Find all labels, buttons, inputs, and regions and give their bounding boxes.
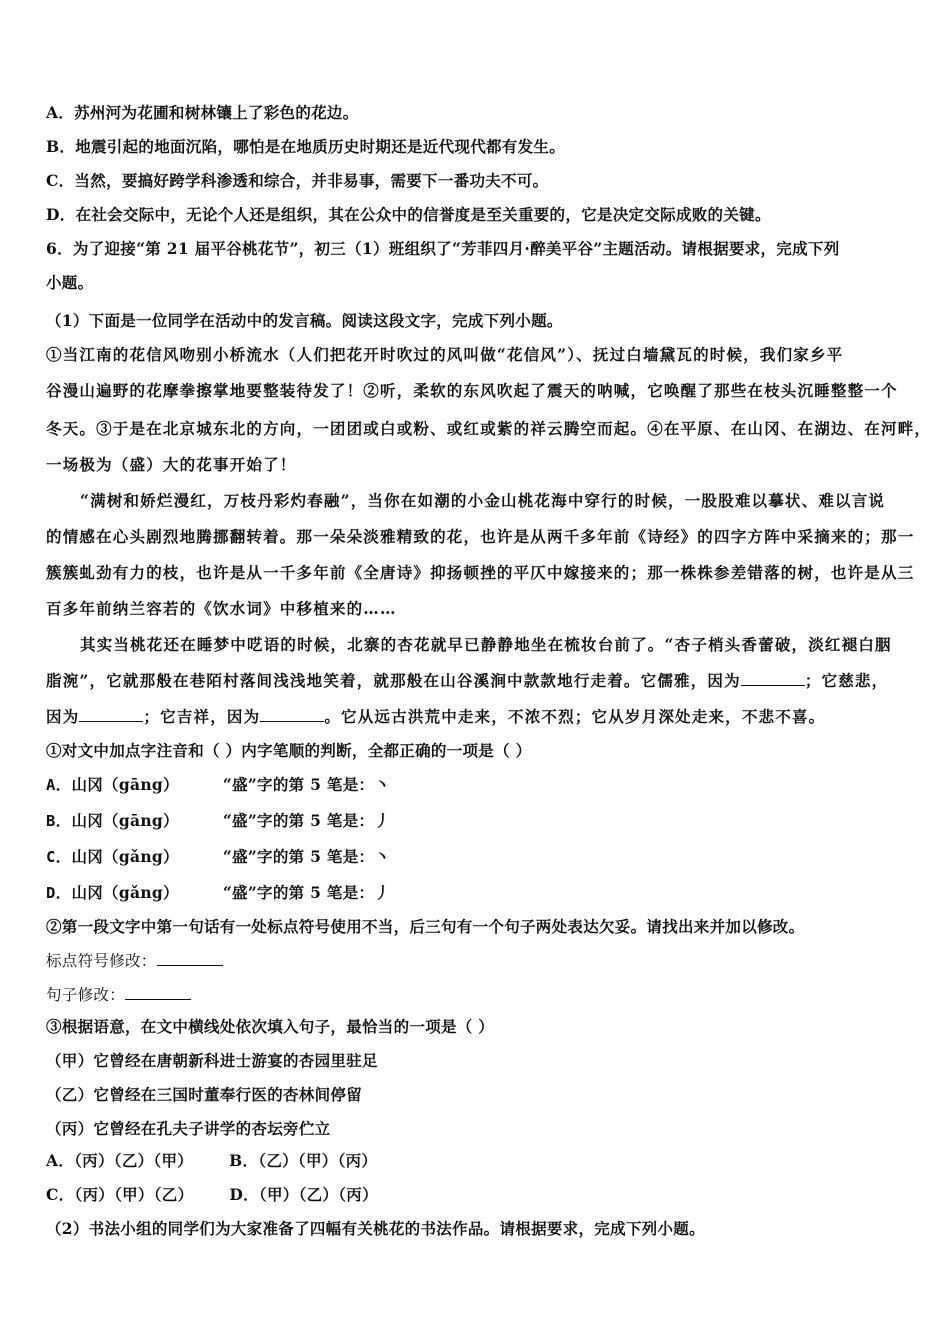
sub2-punct-line: 标点符号修改： — [46, 950, 223, 972]
blank-1[interactable] — [741, 671, 805, 686]
sub3-options-row2: C．（丙）（甲）（乙） D．（甲）（乙）（丙） — [46, 1185, 378, 1204]
para1-line3: 冬天。③于是在北京城东北的方向，一团团或白或粉、或红或紫的祥云腾空而起。④在平原、在山冈、在湖边、在河畔， — [46, 419, 932, 438]
sub1-option-b: B．山冈（gāng） “盛”字的第 5 笔是：丿 — [46, 811, 391, 830]
sub3-item-jia: （甲）它曾经在唐朝新科进士游宴的杏园里驻足 — [46, 1051, 378, 1070]
para2-line2: 的情感在心头剧烈地腾挪翻转着。那一朵朵淡雅精致的花，也许是从两千多年前《诗经》的四字方阵中采摘来的；那一 — [46, 527, 915, 546]
sub1-option-a: A．山冈（gāng） “盛”字的第 5 笔是：丶 — [46, 775, 391, 794]
option-a-prev: A．苏州河为花圃和树林镶上了彩色的花边。 — [46, 103, 359, 122]
sentence-blank[interactable] — [125, 985, 191, 1000]
blank-3[interactable] — [260, 707, 324, 722]
part1-intro: （1）下面是一位同学在活动中的发言稿。阅读这段文字，完成下列小题。 — [46, 311, 563, 330]
blank-2[interactable] — [79, 707, 143, 722]
para1-line1: ①当江南的花信风吻别小桥流水（人们把花开时吹过的风叫做“花信风”）、抚过白墙黛瓦的时候，我们家乡平 — [46, 345, 844, 364]
para3-line1: 其实当桃花还在睡梦中呓语的时候，北寨的杏花就早已静静地坐在梳妆台前了。“杏子梢头香蕾破，淡红褪白胭 — [80, 635, 892, 654]
part2-intro: （2）书法小组的同学们为大家准备了四幅有关桃花的书法作品。请根据要求，完成下列小题。 — [46, 1219, 705, 1238]
q6-intro-line1: 6．为了迎接“第 21 届平谷桃花节”，初三（1）班组织了“芳菲四月·醉美平谷”主题活动。请根据要求，完成下列 — [46, 239, 840, 258]
option-b-prev: B．地震引起的地面沉陷，哪怕是在地质历史时期还是近代现代都有发生。 — [46, 137, 566, 156]
sub2-question: ②第一段文字中第一句话有一处标点符号使用不当，后三句有一个句子两处表达欠妥。请找出来并加以修改。 — [46, 917, 805, 936]
option-c-prev: C．当然，要搞好跨学科渗透和综合，并非易事，需要下一番功夫不可。 — [46, 171, 549, 190]
para3-line3: 因为 ；它吉祥，因为 。它从远古洪荒中走来，不浓不烈；它从岁月深处走来，不悲不喜。 — [46, 707, 826, 726]
para2-line1: “满树和娇烂漫红，万枝丹彩灼春融”，当你在如潮的小金山桃花海中穿行的时候，一股股难以摹状、难以言说 — [80, 491, 886, 510]
sub1-question: ①对文中加点字注音和（ ）内字笔顺的判断，全都正确的一项是（ ） — [46, 741, 532, 760]
sub2-sentence-line: 句子修改： — [46, 984, 191, 1006]
sub3-item-bing: （丙）它曾经在孔夫子讲学的杏坛旁伫立 — [46, 1119, 331, 1138]
q6-intro-line2: 小题。 — [46, 273, 94, 292]
option-d-prev: D．在社会交际中，无论个人还是组织，其在公众中的信誉度是至关重要的，它是决定交际成败的关键。 — [46, 205, 771, 224]
para1-line4: 一场极为（盛）大的花事开始了！ — [46, 455, 297, 474]
punct-blank[interactable] — [157, 951, 223, 966]
sub1-option-d: D．山冈（gǎng） “盛”字的第 5 笔是：丿 — [46, 883, 391, 902]
para3-line2: 脂涴”，它就那般在巷陌村落间浅浅地笑着，就那般在山谷溪涧中款款地行走着。它儒雅，因为 ；它慈悲， — [46, 671, 889, 690]
para2-line4: 百多年前纳兰容若的《饮水词》中移植来的…… — [46, 599, 397, 618]
sub1-option-c: C．山冈（gǎng） “盛”字的第 5 笔是：丶 — [46, 847, 391, 866]
sub3-question: ③根据语意，在文中横线处依次填入句子，最恰当的一项是（ ） — [46, 1017, 495, 1036]
para2-line3: 簇簇虬劲有力的枝，也许是从一千多年前《全唐诗》抑扬顿挫的平仄中嫁接来的；那一株株参差错落的树，也许是从三 — [46, 563, 915, 582]
sub3-item-yi: （乙）它曾经在三国时董奉行医的杏林间停留 — [46, 1085, 363, 1104]
sub3-options-row1: A．（丙）（乙）（甲） B．（乙）（甲）（丙） — [46, 1151, 378, 1170]
para1-line2: 谷漫山遍野的花摩拳擦掌地要整装待发了！②听，柔软的东风吹起了震天的呐喊，它唤醒了那些在枝头沉睡整整一个 — [46, 381, 898, 400]
